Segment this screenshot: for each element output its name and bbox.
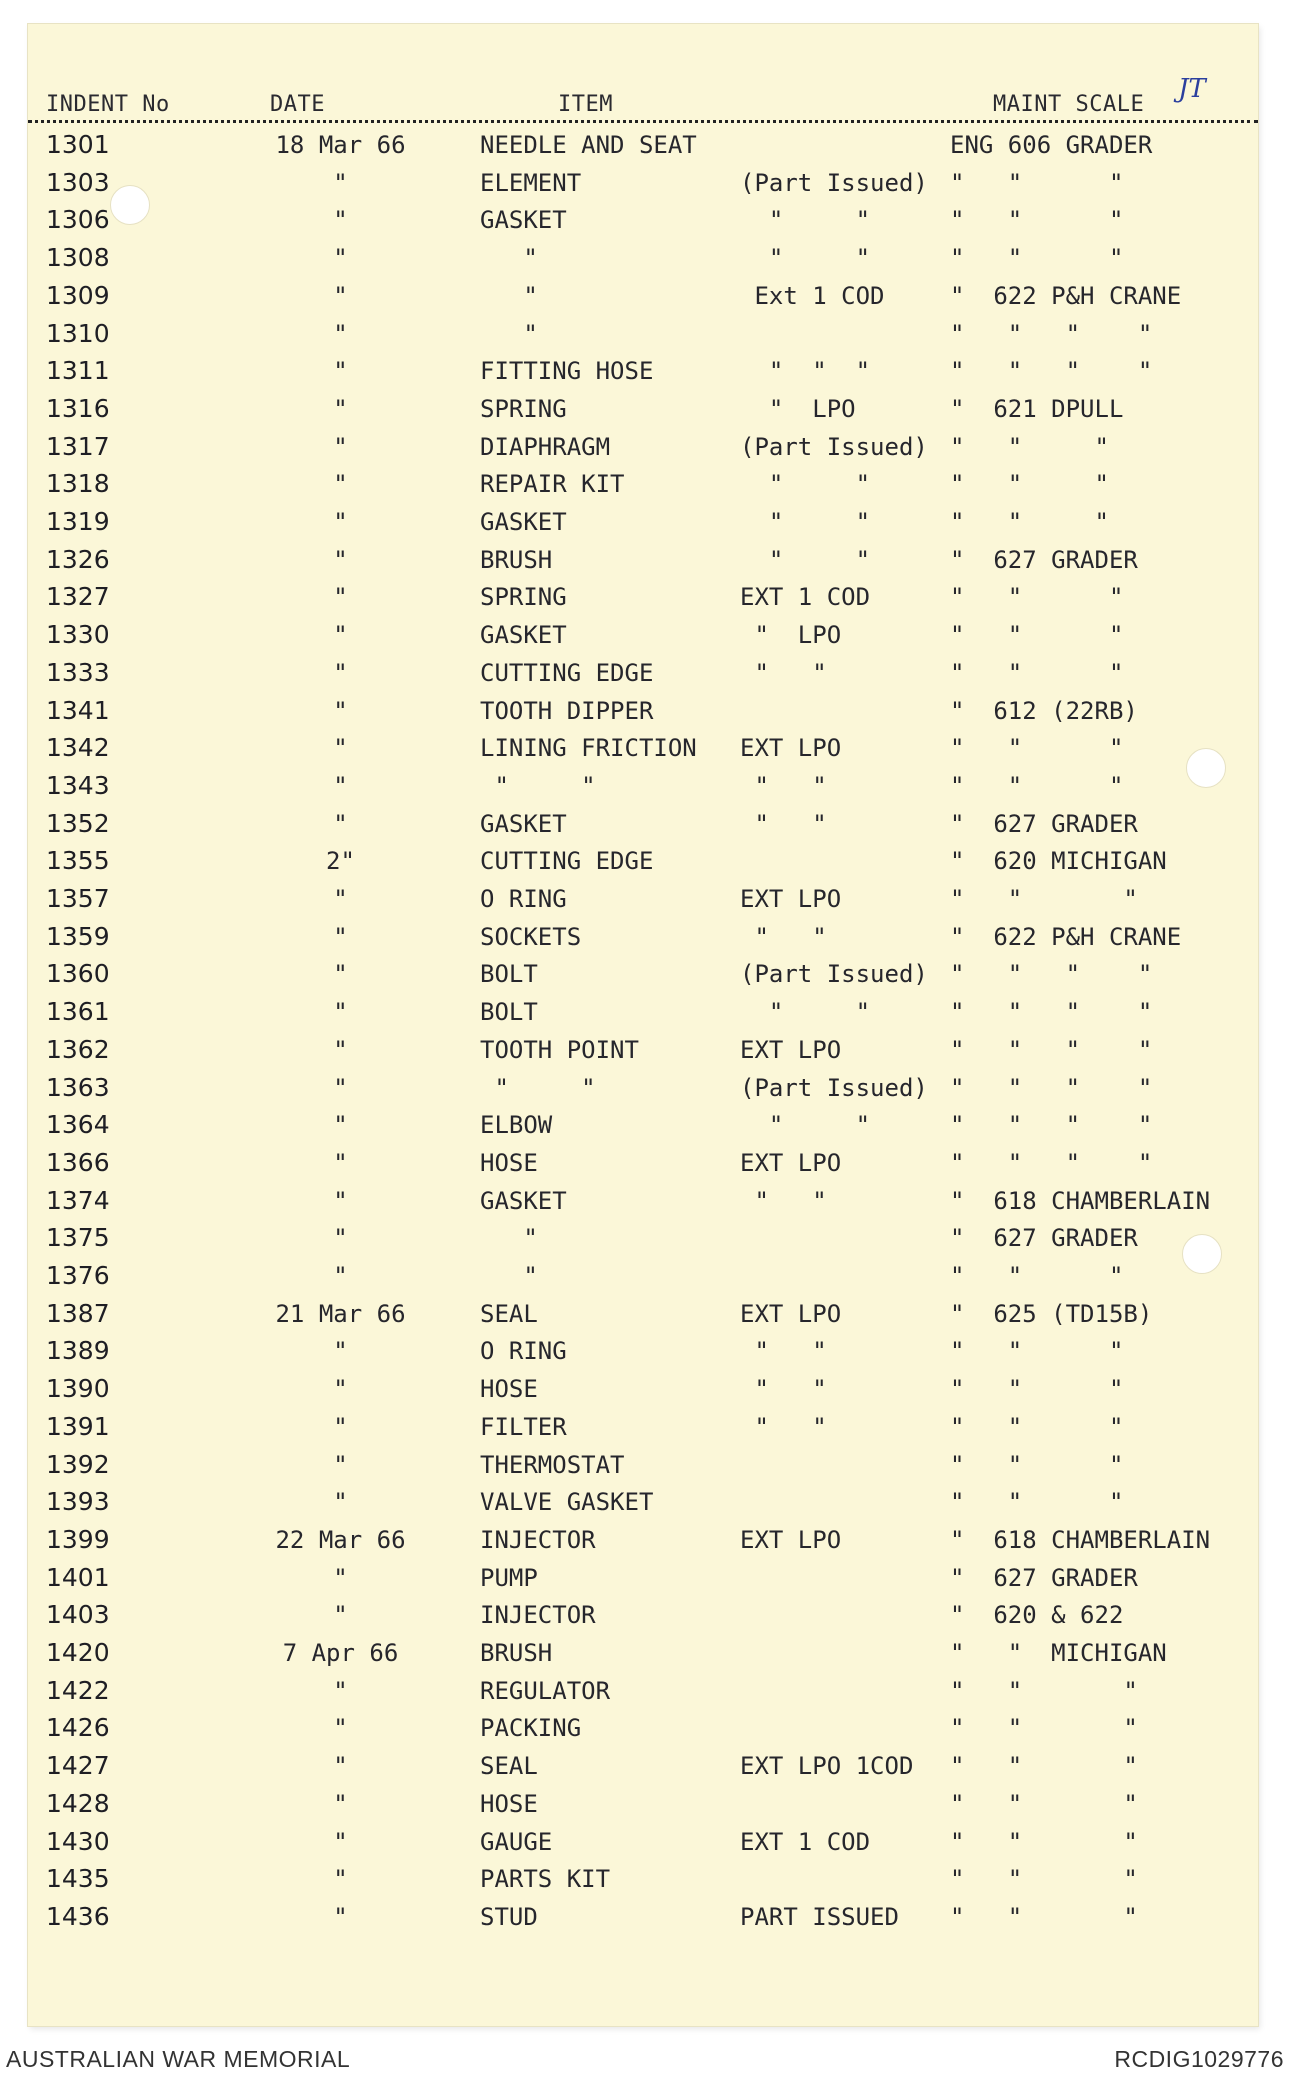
cell-item: REPAIR KIT [480, 470, 625, 499]
cell-no: 1357 [46, 884, 110, 913]
cell-item: CUTTING EDGE [480, 847, 654, 876]
cell-item: " " [480, 1073, 596, 1102]
cell-no: 1399 [46, 1524, 110, 1554]
cell-date: " [333, 1865, 348, 1894]
table-row [28, 1785, 1258, 1823]
cell-item: ELBOW [480, 1111, 553, 1140]
cell-scale: " " " [950, 734, 1124, 763]
cell-item: BOLT [480, 998, 538, 1027]
cell-status: (Part Issued) [740, 168, 928, 197]
table-row [28, 1257, 1258, 1295]
cell-scale: " " " [950, 1337, 1124, 1366]
cell-date: " [333, 1752, 348, 1781]
cell-item: BRUSH [480, 545, 553, 574]
cell-date: " [333, 244, 348, 273]
table-row [28, 1898, 1258, 1936]
cell-date: " [333, 771, 348, 800]
cell-status: PART ISSUED [740, 1902, 899, 1931]
table-row [28, 1596, 1258, 1634]
cell-date: " [333, 1450, 348, 1479]
table-row [28, 616, 1258, 654]
cell-scale: " " MICHIGAN [950, 1639, 1167, 1667]
cell-item: SPRING [480, 394, 567, 423]
table-row [28, 1408, 1258, 1446]
cell-item: STUD [480, 1902, 538, 1931]
table-row [28, 654, 1258, 692]
table-row [28, 1672, 1258, 1710]
cell-item: NEEDLE AND SEAT [480, 131, 697, 159]
cell-item: PUMP [480, 1563, 538, 1592]
cell-item: INJECTOR [480, 1601, 596, 1630]
cell-no: 1330 [46, 620, 110, 650]
cell-no: 1342 [46, 733, 110, 763]
cell-scale: " " " [950, 1488, 1124, 1517]
cell-date: " [333, 1148, 348, 1177]
header-indent-no: INDENT No [46, 92, 170, 117]
cell-date: " [333, 1827, 348, 1856]
handwritten-initials: JT [1178, 74, 1206, 104]
cell-item: " [480, 244, 538, 273]
cell-no: 1376 [46, 1261, 110, 1290]
cell-scale: " 622 P&H CRANE [950, 922, 1182, 951]
cell-item: GAUGE [480, 1827, 553, 1856]
cell-no: 1364 [46, 1110, 110, 1140]
table-row [28, 503, 1258, 541]
cell-no: 1363 [46, 1072, 110, 1102]
cell-status: EXT 1 COD [740, 583, 871, 612]
cell-date: " [333, 885, 348, 913]
cell-date: " [333, 696, 348, 725]
cell-scale: " 618 CHAMBERLAIN [950, 1186, 1211, 1215]
cell-no: 1317 [46, 431, 110, 461]
cell-date: " [333, 168, 348, 197]
cell-status: " " [740, 244, 871, 273]
cell-item: LINING FRICTION [480, 734, 697, 763]
cell-status: EXT LPO [740, 1299, 842, 1328]
cell-no: 1360 [46, 959, 110, 989]
table-row [28, 1747, 1258, 1785]
cell-item: PACKING [480, 1714, 582, 1743]
cell-item: SEAL [480, 1299, 538, 1328]
cell-no: 1355 [46, 846, 110, 876]
cell-scale: ENG 606 GRADER [950, 131, 1153, 159]
cell-status: " " [740, 922, 827, 951]
table-row [28, 767, 1258, 805]
cell-item: SOCKETS [480, 922, 582, 951]
cell-status: " " [740, 206, 871, 235]
cell-date: " [333, 1789, 348, 1818]
cell-no: 1422 [46, 1675, 110, 1705]
cell-status: EXT LPO [740, 1148, 842, 1177]
cell-item: BOLT [480, 960, 538, 989]
cell-status: EXT 1 COD [740, 1827, 871, 1856]
cell-no: 1389 [46, 1336, 110, 1366]
table-row [28, 955, 1258, 993]
cell-item: GASKET [480, 621, 567, 650]
cell-date: " [333, 1902, 348, 1931]
cell-scale: " " " [950, 1412, 1124, 1441]
cell-date: " [333, 583, 348, 612]
cell-scale: " " " " [950, 1148, 1153, 1177]
cell-status: " " [740, 1186, 827, 1215]
table-row [28, 1634, 1258, 1672]
cell-scale: " " " [950, 771, 1124, 800]
cell-item: FITTING HOSE [480, 357, 654, 386]
cell-no: 1343 [46, 770, 110, 800]
cell-no: 1303 [46, 167, 110, 197]
cell-no: 1392 [46, 1449, 110, 1479]
table-row [28, 729, 1258, 767]
cell-status: Ext 1 COD [740, 281, 885, 310]
cell-item: " [480, 1224, 538, 1253]
cell-date: " [333, 960, 348, 989]
cell-scale: " " " [950, 1714, 1138, 1743]
cell-status: EXT LPO [740, 1525, 842, 1554]
cell-item: VALVE GASKET [480, 1488, 654, 1517]
cell-status: " " " [740, 357, 871, 386]
cell-scale: " " " [950, 1375, 1124, 1404]
cell-no: 1309 [46, 280, 110, 310]
cell-date: " [333, 545, 348, 574]
cell-item: TOOTH POINT [480, 1035, 639, 1064]
cell-status: " " [740, 1412, 827, 1441]
cell-item: " " [480, 771, 596, 800]
header-date: DATE [270, 92, 325, 117]
table-row [28, 1483, 1258, 1521]
table-row [28, 201, 1258, 239]
cell-no: 1333 [46, 657, 110, 687]
cell-status: EXT LPO [740, 1035, 842, 1064]
table-row [28, 1182, 1258, 1220]
cell-no: 1326 [46, 544, 110, 574]
cell-date: " [333, 1035, 348, 1064]
cell-no: 1420 [46, 1638, 110, 1667]
cell-date: " [333, 1262, 348, 1290]
table-row [28, 805, 1258, 843]
cell-scale: " 627 GRADER [950, 545, 1138, 574]
cell-scale: " " " " [950, 1073, 1153, 1102]
cell-item: THERMOSTAT [480, 1450, 625, 1479]
cell-item: SEAL [480, 1752, 538, 1781]
cell-no: 1327 [46, 582, 110, 612]
table-row [28, 1823, 1258, 1861]
cell-item: " [480, 319, 538, 348]
cell-no: 1430 [46, 1826, 110, 1856]
cell-date: " [333, 1488, 348, 1517]
cell-date: " [333, 1412, 348, 1441]
cell-status: " " [740, 658, 827, 687]
header-item: ITEM [558, 92, 613, 117]
cell-no: 1403 [46, 1600, 110, 1630]
table-row [28, 1332, 1258, 1370]
table-row [28, 1219, 1258, 1257]
cell-date: " [333, 470, 348, 499]
cell-no: 1316 [46, 393, 110, 423]
cell-scale: " 627 GRADER [950, 809, 1138, 838]
cell-date: " [333, 1563, 348, 1592]
table-row [28, 1069, 1258, 1107]
table-row [28, 541, 1258, 579]
cell-status: EXT LPO 1COD [740, 1752, 914, 1781]
cell-status: " LPO [740, 394, 856, 423]
cell-item: O RING [480, 1337, 567, 1366]
cell-date: " [333, 998, 348, 1027]
cell-item: O RING [480, 885, 567, 913]
table-row [28, 277, 1258, 315]
cell-no: 1375 [46, 1223, 110, 1253]
table-row [28, 390, 1258, 428]
cell-scale: " " " [950, 658, 1124, 687]
cell-status: EXT LPO [740, 734, 842, 763]
cell-item: HOSE [480, 1148, 538, 1177]
table-row [28, 1860, 1258, 1898]
cell-status: " " [740, 508, 871, 536]
cell-item: INJECTOR [480, 1525, 596, 1554]
table-row [28, 164, 1258, 202]
cell-no: 1436 [46, 1901, 110, 1931]
cell-scale: " " " " [950, 1035, 1153, 1064]
cell-item: TOOTH DIPPER [480, 696, 654, 725]
cell-item: GASKET [480, 508, 567, 536]
cell-scale: " 612 (22RB) [950, 696, 1138, 725]
cell-scale: " " " " [950, 1111, 1153, 1140]
cell-item: CUTTING EDGE [480, 658, 654, 687]
cell-scale: " 620 MICHIGAN [950, 847, 1167, 876]
header-rule [28, 120, 1258, 123]
cell-date: " [333, 508, 348, 536]
cell-status: " " [740, 771, 827, 800]
cell-date: " [333, 1186, 348, 1215]
table-row [28, 126, 1258, 164]
cell-no: 1393 [46, 1487, 110, 1517]
cell-status: " " [740, 809, 827, 838]
cell-scale: " " " [950, 470, 1109, 499]
cell-scale: " " " [950, 1262, 1124, 1290]
cell-no: 1311 [46, 356, 110, 386]
cell-date: " [333, 658, 348, 687]
cell-status: " " [740, 1375, 827, 1404]
cell-status: " " [740, 545, 871, 574]
cell-status: (Part Issued) [740, 1073, 928, 1102]
cell-item: BRUSH [480, 1639, 553, 1667]
table-row [28, 1106, 1258, 1144]
cell-no: 1435 [46, 1864, 110, 1894]
table-row [28, 1446, 1258, 1484]
cell-scale: " 622 P&H CRANE [950, 281, 1182, 310]
cell-no: 1362 [46, 1034, 110, 1064]
cell-scale: " " " [950, 1676, 1138, 1705]
table-row [28, 239, 1258, 277]
cell-date: " [333, 621, 348, 650]
cell-status: (Part Issued) [740, 432, 928, 461]
cell-no: 1352 [46, 808, 110, 838]
table-row [28, 993, 1258, 1031]
cell-status: " " [740, 470, 871, 499]
cell-date: " [333, 206, 348, 235]
cell-item: SPRING [480, 583, 567, 612]
cell-no: 1310 [46, 318, 110, 348]
cell-date: " [333, 281, 348, 310]
table-row [28, 1709, 1258, 1747]
cell-scale: " " " [950, 621, 1124, 650]
cell-scale: " 627 GRADER [950, 1224, 1138, 1253]
cell-no: 1426 [46, 1713, 110, 1743]
cell-date: 7 Apr 66 [282, 1639, 399, 1667]
cell-item: ELEMENT [480, 168, 582, 197]
table-row [28, 1295, 1258, 1333]
cell-item: DIAPHRAGM [480, 432, 611, 461]
footer-record-id: RCDIG1029776 [1114, 2046, 1284, 2072]
cell-scale: " " " [950, 1450, 1124, 1479]
cell-no: 1301 [46, 130, 110, 159]
cell-no: 1318 [46, 469, 110, 499]
cell-scale: " " " [950, 206, 1124, 235]
table-row [28, 692, 1258, 730]
cell-status: (Part Issued) [740, 960, 928, 989]
cell-scale: " " " [950, 1752, 1138, 1781]
table-row [28, 315, 1258, 353]
cell-item: HOSE [480, 1789, 538, 1818]
cell-no: 1359 [46, 921, 110, 951]
cell-status: " LPO [740, 621, 842, 650]
cell-date: 21 Mar 66 [275, 1299, 406, 1328]
cell-scale: " " " [950, 1865, 1138, 1894]
table-row [28, 1144, 1258, 1182]
cell-item: " [480, 281, 538, 310]
cell-no: 1366 [46, 1147, 110, 1177]
cell-no: 1308 [46, 243, 110, 273]
document-sheet [28, 24, 1258, 2026]
cell-item: REGULATOR [480, 1676, 611, 1705]
cell-date: " [333, 922, 348, 951]
footer-source: AUSTRALIAN WAR MEMORIAL [6, 2046, 351, 2072]
cell-item: GASKET [480, 1186, 567, 1215]
cell-date: " [333, 809, 348, 838]
cell-scale: " " " " [950, 998, 1153, 1027]
cell-scale: " 618 CHAMBERLAIN [950, 1525, 1211, 1554]
cell-no: 1306 [46, 205, 110, 235]
cell-date: " [333, 394, 348, 423]
cell-item: PARTS KIT [480, 1865, 611, 1894]
cell-date: 18 Mar 66 [275, 131, 406, 159]
cell-status: EXT LPO [740, 885, 842, 913]
table-row [28, 465, 1258, 503]
cell-date: " [333, 1676, 348, 1705]
cell-scale: " " " " [950, 357, 1153, 386]
cell-date: " [333, 319, 348, 348]
cell-date: " [333, 1224, 348, 1253]
cell-date: " [333, 1375, 348, 1404]
table-row [28, 842, 1258, 880]
cell-date: " [333, 1337, 348, 1366]
cell-item: GASKET [480, 206, 567, 235]
cell-date: 22 Mar 66 [275, 1525, 406, 1554]
cell-no: 1428 [46, 1788, 110, 1818]
cell-no: 1387 [46, 1298, 110, 1328]
cell-scale: " " " [950, 583, 1124, 612]
cell-item: " [480, 1262, 538, 1290]
cell-item: HOSE [480, 1375, 538, 1404]
cell-item: FILTER [480, 1412, 567, 1441]
cell-scale: " " " [950, 432, 1109, 461]
table-row [28, 918, 1258, 956]
table-row [28, 1370, 1258, 1408]
cell-scale: " " " [950, 1902, 1138, 1931]
cell-date: " [333, 432, 348, 461]
cell-status: " " [740, 1111, 871, 1140]
cell-no: 1319 [46, 507, 110, 536]
table-row [28, 352, 1258, 390]
cell-scale: " 625 (TD15B) [950, 1299, 1153, 1328]
cell-no: 1401 [46, 1562, 110, 1592]
cell-no: 1341 [46, 695, 110, 725]
cell-date: " [333, 734, 348, 763]
cell-scale: " " " [950, 1789, 1138, 1818]
cell-no: 1391 [46, 1411, 110, 1441]
cell-date: " [333, 1073, 348, 1102]
cell-no: 1361 [46, 997, 110, 1027]
cell-date: 2" [326, 847, 355, 876]
table-row [28, 428, 1258, 466]
table-row [28, 1031, 1258, 1069]
table-row [28, 578, 1258, 616]
cell-scale: " 620 & 622 [950, 1601, 1124, 1630]
table-row [28, 880, 1258, 918]
cell-no: 1374 [46, 1185, 110, 1215]
cell-scale: " " " [950, 508, 1109, 536]
header-maint-scale: MAINT SCALE [993, 92, 1145, 117]
cell-scale: " " " [950, 168, 1124, 197]
cell-date: " [333, 1714, 348, 1743]
cell-scale: " " " " [950, 319, 1153, 348]
cell-item: GASKET [480, 809, 567, 838]
cell-scale: " " " [950, 244, 1124, 273]
cell-scale: " 621 DPULL [950, 394, 1124, 423]
cell-status: " " [740, 998, 871, 1027]
cell-date: " [333, 1601, 348, 1630]
cell-scale: " 627 GRADER [950, 1563, 1138, 1592]
cell-no: 1427 [46, 1751, 110, 1781]
table-row [28, 1521, 1258, 1559]
cell-date: " [333, 357, 348, 386]
cell-scale: " " " " [950, 960, 1153, 989]
cell-no: 1390 [46, 1374, 110, 1404]
cell-scale: " " " [950, 1827, 1138, 1856]
table-row [28, 1559, 1258, 1597]
cell-status: " " [740, 1337, 827, 1366]
cell-date: " [333, 1111, 348, 1140]
cell-scale: " " " [950, 885, 1138, 913]
